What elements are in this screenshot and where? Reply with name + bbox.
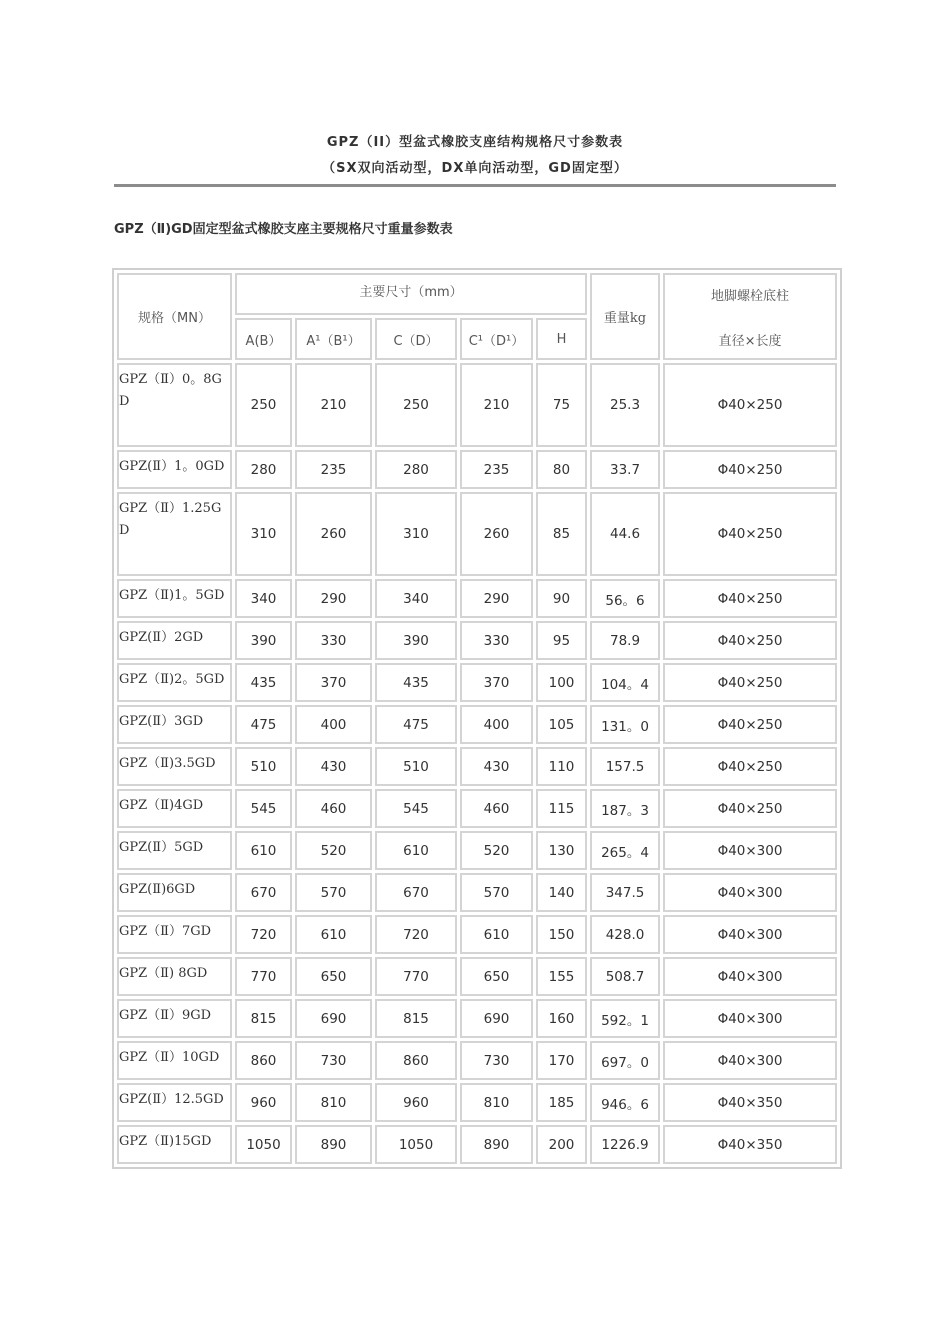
- cell-c1: 520: [460, 831, 533, 870]
- cell-a1: 210: [295, 363, 372, 447]
- cell-a: 1050: [235, 1125, 292, 1164]
- cell-h: 95: [536, 621, 587, 660]
- cell-anchor-bolt: Φ40×300: [663, 957, 837, 996]
- cell-a: 390: [235, 621, 292, 660]
- cell-h: 160: [536, 999, 587, 1038]
- header-spec: 规格（MN）: [117, 273, 232, 360]
- cell-spec: GPZ（Ⅱ）9GD: [117, 999, 232, 1038]
- header-anchor-bolt-line1: 地脚螺栓底柱: [711, 288, 790, 304]
- cell-a1: 650: [295, 957, 372, 996]
- table-row: [117, 363, 837, 447]
- cell-a: 815: [235, 999, 292, 1038]
- cell-spec: GPZ(Ⅱ）5GD: [117, 831, 232, 870]
- cell-c: 390: [375, 621, 457, 660]
- cell-a: 475: [235, 705, 292, 744]
- cell-c1: 650: [460, 957, 533, 996]
- cell-h: 200: [536, 1125, 587, 1164]
- cell-weight: 592。1: [590, 999, 660, 1038]
- table-row: [117, 789, 837, 828]
- cell-a1: 235: [295, 450, 372, 489]
- cell-c: 310: [375, 492, 457, 576]
- cell-c1: 400: [460, 705, 533, 744]
- cell-anchor-bolt: Φ40×250: [663, 747, 837, 786]
- table-heading: GPZ（Ⅱ)GD固定型盆式橡胶支座主要规格尺寸重量参数表: [114, 222, 453, 237]
- cell-spec: GPZ(Ⅱ）1。0GD: [117, 450, 232, 489]
- cell-a: 670: [235, 873, 292, 912]
- header-c: C（D）: [375, 318, 457, 360]
- cell-h: 130: [536, 831, 587, 870]
- cell-a1: 730: [295, 1041, 372, 1080]
- table-row: [117, 579, 837, 618]
- cell-anchor-bolt: Φ40×250: [663, 705, 837, 744]
- cell-h: 140: [536, 873, 587, 912]
- table-row: [117, 831, 837, 870]
- cell-anchor-bolt: Φ40×300: [663, 999, 837, 1038]
- cell-weight: 131。0: [590, 705, 660, 744]
- cell-a: 770: [235, 957, 292, 996]
- cell-spec: GPZ（Ⅱ）1.25GD: [117, 492, 232, 576]
- table-row: [117, 450, 837, 489]
- cell-weight: 187。3: [590, 789, 660, 828]
- cell-a: 720: [235, 915, 292, 954]
- cell-weight: 33.7: [590, 450, 660, 489]
- cell-c1: 260: [460, 492, 533, 576]
- cell-weight: 56。6: [590, 579, 660, 618]
- cell-a: 545: [235, 789, 292, 828]
- cell-weight: 946。6: [590, 1083, 660, 1122]
- cell-anchor-bolt: Φ40×250: [663, 789, 837, 828]
- cell-c: 815: [375, 999, 457, 1038]
- cell-c: 770: [375, 957, 457, 996]
- cell-a: 960: [235, 1083, 292, 1122]
- cell-spec: GPZ（Ⅱ）7GD: [117, 915, 232, 954]
- cell-a1: 890: [295, 1125, 372, 1164]
- cell-h: 85: [536, 492, 587, 576]
- table-row: [117, 957, 837, 996]
- cell-anchor-bolt: Φ40×250: [663, 363, 837, 447]
- title-divider: [114, 184, 836, 187]
- header-anchor-bolt-line2: 直径×长度: [718, 333, 782, 349]
- cell-anchor-bolt: Φ40×350: [663, 1125, 837, 1164]
- cell-spec: GPZ（Ⅱ) 8GD: [117, 957, 232, 996]
- cell-c: 280: [375, 450, 457, 489]
- cell-weight: 1226.9: [590, 1125, 660, 1164]
- cell-c1: 430: [460, 747, 533, 786]
- cell-h: 155: [536, 957, 587, 996]
- cell-h: 185: [536, 1083, 587, 1122]
- cell-spec: GPZ(Ⅱ)6GD: [117, 873, 232, 912]
- cell-spec: GPZ（Ⅱ）10GD: [117, 1041, 232, 1080]
- cell-h: 80: [536, 450, 587, 489]
- cell-a: 510: [235, 747, 292, 786]
- cell-spec: GPZ(Ⅱ）12.5GD: [117, 1083, 232, 1122]
- cell-c1: 370: [460, 663, 533, 702]
- cell-a1: 290: [295, 579, 372, 618]
- cell-c1: 290: [460, 579, 533, 618]
- cell-spec: GPZ（Ⅱ)2。5GD: [117, 663, 232, 702]
- cell-a1: 330: [295, 621, 372, 660]
- header-h: H: [536, 318, 587, 360]
- cell-weight: 44.6: [590, 492, 660, 576]
- cell-c1: 730: [460, 1041, 533, 1080]
- cell-a: 310: [235, 492, 292, 576]
- cell-c: 545: [375, 789, 457, 828]
- header-anchor-bolt: [663, 273, 837, 360]
- cell-a1: 260: [295, 492, 372, 576]
- table-row: [117, 999, 837, 1038]
- cell-anchor-bolt: Φ40×250: [663, 663, 837, 702]
- cell-spec: GPZ（Ⅱ）0。8GD: [117, 363, 232, 447]
- cell-weight: 428.0: [590, 915, 660, 954]
- cell-a: 435: [235, 663, 292, 702]
- cell-c: 340: [375, 579, 457, 618]
- cell-anchor-bolt: Φ40×350: [663, 1083, 837, 1122]
- cell-a1: 570: [295, 873, 372, 912]
- cell-c: 610: [375, 831, 457, 870]
- cell-anchor-bolt: Φ40×250: [663, 450, 837, 489]
- cell-weight: 697。0: [590, 1041, 660, 1080]
- cell-weight: 157.5: [590, 747, 660, 786]
- cell-a1: 690: [295, 999, 372, 1038]
- cell-h: 170: [536, 1041, 587, 1080]
- cell-a1: 370: [295, 663, 372, 702]
- cell-a: 250: [235, 363, 292, 447]
- cell-spec: GPZ(Ⅱ）3GD: [117, 705, 232, 744]
- cell-c1: 460: [460, 789, 533, 828]
- header-weight: 重量kg: [590, 273, 660, 360]
- cell-c: 250: [375, 363, 457, 447]
- header-main-dimensions: 主要尺寸（mm）: [235, 273, 587, 315]
- cell-c1: 690: [460, 999, 533, 1038]
- cell-anchor-bolt: Φ40×300: [663, 873, 837, 912]
- cell-c: 435: [375, 663, 457, 702]
- table-row: [117, 915, 837, 954]
- cell-c1: 890: [460, 1125, 533, 1164]
- cell-spec: GPZ（Ⅱ)4GD: [117, 789, 232, 828]
- cell-h: 105: [536, 705, 587, 744]
- cell-a1: 400: [295, 705, 372, 744]
- header-a1: A¹（B¹）: [295, 318, 372, 360]
- cell-spec: GPZ（Ⅱ)3.5GD: [117, 747, 232, 786]
- cell-weight: 104。4: [590, 663, 660, 702]
- cell-h: 150: [536, 915, 587, 954]
- table-row: [117, 705, 837, 744]
- cell-weight: 347.5: [590, 873, 660, 912]
- cell-c: 670: [375, 873, 457, 912]
- cell-c: 510: [375, 747, 457, 786]
- cell-a1: 810: [295, 1083, 372, 1122]
- cell-a: 280: [235, 450, 292, 489]
- cell-c1: 235: [460, 450, 533, 489]
- table-row: [117, 873, 837, 912]
- spec-table: [112, 268, 842, 1169]
- table-row: [117, 1041, 837, 1080]
- cell-anchor-bolt: Φ40×300: [663, 1041, 837, 1080]
- cell-h: 110: [536, 747, 587, 786]
- cell-c: 1050: [375, 1125, 457, 1164]
- table-row: [117, 492, 837, 576]
- page-subtitle: （SX双向活动型，DX单向活动型，GD固定型）: [322, 161, 628, 176]
- table-row: [117, 747, 837, 786]
- cell-c: 720: [375, 915, 457, 954]
- table-row: [117, 621, 837, 660]
- cell-spec: GPZ（Ⅱ)15GD: [117, 1125, 232, 1164]
- cell-c1: 210: [460, 363, 533, 447]
- cell-weight: 265。4: [590, 831, 660, 870]
- cell-a: 340: [235, 579, 292, 618]
- cell-a: 860: [235, 1041, 292, 1080]
- cell-h: 90: [536, 579, 587, 618]
- cell-a: 610: [235, 831, 292, 870]
- header-a: A(B）: [235, 318, 292, 360]
- cell-weight: 78.9: [590, 621, 660, 660]
- table-row: [117, 1083, 837, 1122]
- cell-anchor-bolt: Φ40×250: [663, 492, 837, 576]
- cell-c1: 610: [460, 915, 533, 954]
- cell-anchor-bolt: Φ40×300: [663, 915, 837, 954]
- cell-a1: 520: [295, 831, 372, 870]
- cell-anchor-bolt: Φ40×250: [663, 621, 837, 660]
- cell-spec: GPZ(Ⅱ）2GD: [117, 621, 232, 660]
- cell-a1: 430: [295, 747, 372, 786]
- cell-h: 100: [536, 663, 587, 702]
- cell-c1: 330: [460, 621, 533, 660]
- cell-a1: 460: [295, 789, 372, 828]
- table-row: [117, 1125, 837, 1164]
- page-title: GPZ（II）型盆式橡胶支座结构规格尺寸参数表: [326, 135, 624, 150]
- header-c1: C¹（D¹）: [460, 318, 533, 360]
- cell-a1: 610: [295, 915, 372, 954]
- cell-c1: 570: [460, 873, 533, 912]
- cell-h: 75: [536, 363, 587, 447]
- cell-c: 960: [375, 1083, 457, 1122]
- cell-spec: GPZ（Ⅱ)1。5GD: [117, 579, 232, 618]
- cell-c1: 810: [460, 1083, 533, 1122]
- cell-anchor-bolt: Φ40×250: [663, 579, 837, 618]
- table-row: [117, 663, 837, 702]
- cell-weight: 25.3: [590, 363, 660, 447]
- cell-c: 475: [375, 705, 457, 744]
- cell-c: 860: [375, 1041, 457, 1080]
- cell-weight: 508.7: [590, 957, 660, 996]
- cell-anchor-bolt: Φ40×300: [663, 831, 837, 870]
- cell-h: 115: [536, 789, 587, 828]
